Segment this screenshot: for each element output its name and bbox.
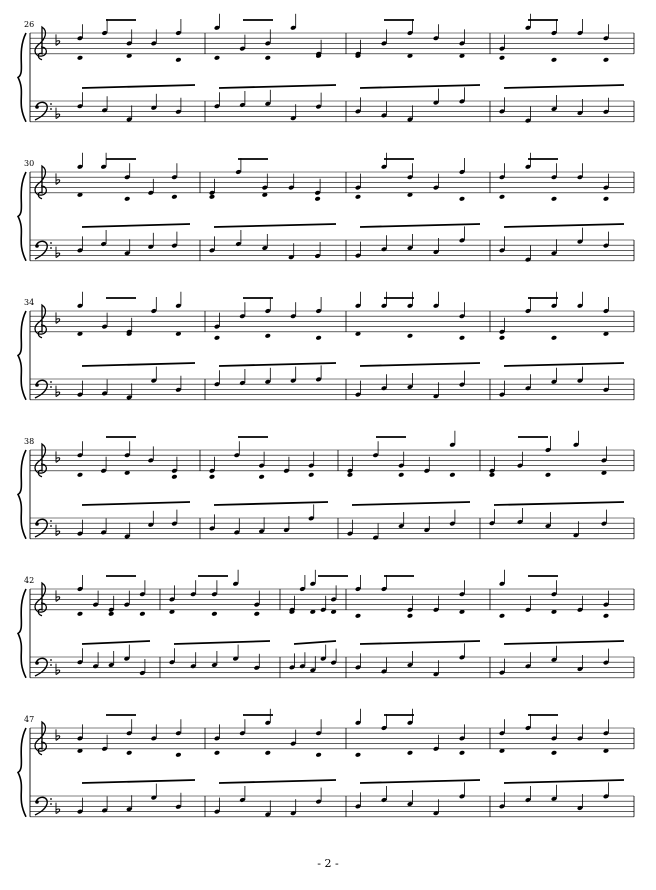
beam: [352, 502, 470, 505]
note: [77, 648, 83, 665]
note: [265, 368, 271, 385]
note: [169, 585, 175, 614]
note: [289, 596, 295, 615]
note: [124, 522, 130, 539]
key-signature-flat-icon: [56, 173, 60, 184]
note: [577, 228, 583, 245]
note: [258, 517, 264, 534]
note: [551, 785, 557, 802]
note: [288, 243, 294, 260]
note: [126, 105, 132, 122]
note: [433, 799, 439, 816]
note: [355, 40, 361, 59]
note: [235, 158, 241, 175]
key-signature-flat-icon: [56, 451, 60, 462]
page-number: - 2 -: [317, 857, 339, 870]
bass-staff: [30, 101, 634, 122]
note: [603, 782, 609, 799]
note: [175, 19, 181, 63]
note: [355, 242, 361, 259]
note: [299, 652, 305, 669]
note: [517, 452, 523, 469]
note: [577, 367, 583, 384]
note: [381, 575, 387, 592]
note: [214, 724, 220, 755]
beam: [504, 224, 624, 227]
note: [239, 786, 245, 803]
note: [175, 292, 181, 337]
note: [190, 580, 196, 597]
note: [310, 656, 316, 673]
note: [355, 792, 361, 809]
note: [577, 724, 583, 741]
measure-number: 30: [24, 159, 35, 168]
note: [290, 14, 296, 31]
measure-number: 42: [24, 576, 35, 585]
note: [459, 724, 465, 755]
note: [551, 724, 557, 755]
note: [151, 297, 157, 314]
note: [232, 570, 238, 587]
note: [320, 596, 326, 613]
note: [126, 29, 132, 58]
note: [101, 96, 107, 113]
note: [209, 236, 215, 253]
system-2: [18, 153, 634, 263]
note: [100, 518, 106, 535]
note: [433, 292, 439, 309]
note: [459, 643, 465, 660]
system-5: [18, 570, 634, 678]
note: [577, 292, 583, 309]
note: [355, 575, 361, 619]
key-signature-flat-icon: [56, 386, 60, 397]
beam: [219, 85, 336, 88]
beam: [82, 363, 195, 366]
note: [407, 105, 413, 122]
note: [235, 230, 241, 247]
note: [265, 90, 271, 107]
note: [139, 580, 145, 616]
treble-staff: [30, 728, 634, 749]
system-4: [18, 431, 634, 541]
note: [151, 29, 157, 46]
note: [77, 441, 83, 477]
note: [381, 292, 387, 309]
beam: [360, 780, 480, 783]
note: [398, 512, 404, 529]
note: [407, 651, 413, 668]
brace: [18, 450, 26, 539]
brace: [18, 311, 26, 400]
note: [148, 511, 154, 528]
note: [92, 652, 98, 669]
beam: [360, 641, 480, 644]
note: [407, 234, 413, 251]
note: [489, 509, 495, 526]
note: [525, 14, 531, 31]
note: [433, 238, 439, 255]
note: [459, 158, 465, 202]
note: [577, 19, 583, 36]
beam: [360, 224, 480, 227]
note: [577, 596, 583, 613]
note: [381, 29, 387, 46]
note: [525, 297, 531, 314]
note: [459, 29, 465, 58]
note: [234, 518, 240, 535]
note: [372, 441, 378, 458]
brace: [18, 589, 26, 678]
note: [525, 246, 531, 263]
bass-staff: [30, 796, 634, 817]
note: [499, 659, 505, 676]
treble-staff: [30, 33, 634, 54]
measure-number: 38: [24, 437, 35, 446]
note: [601, 446, 607, 475]
beam: [360, 85, 480, 88]
note: [551, 239, 557, 256]
note: [433, 382, 439, 399]
note: [407, 19, 413, 59]
note: [214, 313, 220, 341]
treble-staff: [30, 450, 634, 471]
note: [577, 99, 583, 116]
beam: [82, 224, 190, 227]
note: [308, 452, 314, 478]
measure-number: 47: [24, 715, 35, 724]
note: [126, 318, 132, 337]
note: [126, 795, 132, 812]
note: [77, 24, 83, 60]
note: [577, 655, 583, 672]
note: [545, 436, 551, 478]
note: [92, 591, 98, 608]
note: [239, 369, 245, 386]
beam: [294, 641, 336, 644]
bass-staff: [30, 379, 634, 400]
key-signature-flat-icon: [56, 664, 60, 675]
note: [355, 653, 361, 670]
note: [355, 97, 361, 114]
note: [551, 19, 557, 63]
brace: [18, 172, 26, 261]
note: [77, 381, 83, 398]
note: [77, 153, 83, 198]
note: [381, 786, 387, 803]
note: [77, 798, 83, 815]
note: [433, 24, 439, 41]
note: [499, 35, 505, 61]
note: [310, 570, 316, 615]
note: [290, 367, 296, 384]
note: [459, 87, 465, 104]
beam: [504, 85, 624, 88]
note: [265, 800, 271, 817]
note: [283, 516, 289, 533]
system-1: [18, 14, 634, 124]
note: [77, 520, 83, 537]
note: [101, 19, 107, 36]
note: [100, 230, 106, 247]
note: [151, 784, 157, 801]
note: [381, 101, 387, 118]
note: [77, 724, 83, 753]
note: [381, 714, 387, 731]
system-6: [18, 709, 634, 817]
beam: [504, 641, 624, 644]
note: [77, 92, 83, 109]
note: [308, 504, 314, 521]
note: [499, 163, 505, 199]
note: [148, 233, 154, 250]
beam: [82, 85, 195, 88]
note: [372, 524, 378, 541]
note: [101, 379, 107, 396]
key-signature-flat-icon: [56, 108, 60, 119]
note: [525, 596, 531, 613]
note: [262, 234, 268, 251]
note: [551, 368, 557, 385]
beam: [360, 363, 480, 366]
note: [499, 792, 505, 809]
note: [525, 786, 531, 803]
note: [108, 596, 114, 617]
beam: [82, 780, 195, 783]
note: [100, 153, 106, 170]
note: [407, 163, 413, 197]
note: [126, 719, 132, 755]
treble-staff: [30, 172, 634, 193]
key-signature-flat-icon: [56, 803, 60, 814]
note: [169, 648, 175, 665]
note: [124, 239, 130, 256]
note: [459, 580, 465, 614]
beam: [504, 363, 624, 366]
note: [573, 521, 579, 538]
note: [234, 441, 240, 458]
note: [355, 381, 361, 398]
note: [355, 174, 361, 200]
key-signature-flat-icon: [56, 312, 60, 323]
note: [603, 174, 609, 202]
note: [525, 714, 531, 731]
note: [315, 365, 321, 382]
note: [577, 163, 583, 180]
note: [299, 575, 305, 592]
note: [433, 735, 439, 752]
note: [190, 652, 196, 669]
note: [124, 441, 130, 475]
key-signature-flat-icon: [56, 729, 60, 740]
system-3: [18, 292, 634, 400]
note: [424, 457, 430, 474]
note: [290, 302, 296, 319]
beam: [504, 780, 624, 783]
beam: [82, 641, 150, 644]
note: [347, 520, 353, 537]
note: [239, 35, 245, 52]
note: [398, 452, 404, 478]
beam: [494, 502, 624, 505]
brace: [18, 728, 26, 817]
note: [525, 107, 531, 124]
note: [433, 596, 439, 613]
note: [499, 236, 505, 253]
bass-staff: [30, 657, 634, 678]
note: [573, 431, 579, 448]
note: [211, 580, 217, 616]
note: [239, 91, 245, 108]
note: [239, 302, 245, 319]
note: [381, 657, 387, 674]
note: [151, 724, 157, 741]
note: [381, 235, 387, 252]
note: [214, 798, 220, 815]
measure-number: 34: [24, 298, 35, 307]
note: [265, 297, 271, 339]
note: [290, 799, 296, 816]
beam: [82, 502, 190, 505]
note: [151, 367, 157, 384]
note: [381, 153, 387, 170]
note: [101, 796, 107, 813]
note: [232, 645, 238, 662]
note: [499, 719, 505, 753]
note: [211, 651, 217, 668]
note: [551, 95, 557, 112]
note: [459, 226, 465, 243]
measure-number: 26: [24, 20, 35, 29]
note: [525, 153, 531, 170]
note: [603, 591, 609, 619]
note: [290, 104, 296, 121]
note: [499, 381, 505, 398]
note: [347, 457, 353, 478]
beam: [219, 363, 336, 366]
note: [433, 660, 439, 677]
note: [407, 790, 413, 807]
note: [124, 645, 130, 662]
note: [551, 580, 557, 614]
note: [101, 313, 107, 330]
note: [424, 516, 430, 533]
note: [288, 174, 294, 191]
key-signature-flat-icon: [56, 525, 60, 536]
note: [214, 92, 220, 109]
note: [315, 297, 321, 341]
note: [77, 575, 83, 617]
brace: [18, 33, 26, 122]
note: [517, 508, 523, 525]
note: [265, 29, 271, 60]
note: [433, 89, 439, 106]
note: [545, 512, 551, 529]
note: [290, 730, 296, 747]
note: [407, 373, 413, 390]
note: [289, 653, 295, 670]
beam: [214, 502, 328, 505]
treble-staff: [30, 311, 634, 332]
note: [151, 94, 157, 111]
note: [126, 383, 132, 400]
note: [603, 297, 609, 337]
note: [77, 292, 83, 337]
note: [603, 719, 609, 753]
beam: [219, 780, 336, 783]
key-signature-flat-icon: [56, 247, 60, 258]
key-signature-flat-icon: [56, 590, 60, 601]
note: [209, 179, 215, 200]
note: [459, 782, 465, 799]
note: [283, 457, 289, 474]
note: [209, 514, 215, 531]
note: [77, 236, 83, 253]
note: [499, 97, 505, 114]
note: [101, 735, 107, 752]
note: [551, 646, 557, 663]
note: [171, 163, 177, 199]
bass-staff: [30, 240, 634, 261]
note: [258, 452, 264, 480]
note: [577, 794, 583, 811]
note: [315, 40, 321, 59]
note: [525, 652, 531, 669]
note: [330, 585, 336, 614]
bass-staff: [30, 518, 634, 539]
beam: [214, 224, 336, 227]
note: [148, 446, 154, 463]
note: [320, 645, 326, 662]
note: [433, 174, 439, 191]
note: [100, 457, 106, 474]
note: [214, 370, 220, 387]
note: [124, 591, 130, 608]
note: [381, 374, 387, 391]
beam: [174, 641, 270, 644]
note: [355, 292, 361, 337]
note: [489, 457, 495, 478]
note: [148, 179, 154, 196]
note: [254, 591, 260, 617]
note: [108, 651, 114, 668]
note: [525, 374, 531, 391]
note: [239, 719, 245, 736]
key-signature-flat-icon: [56, 34, 60, 45]
